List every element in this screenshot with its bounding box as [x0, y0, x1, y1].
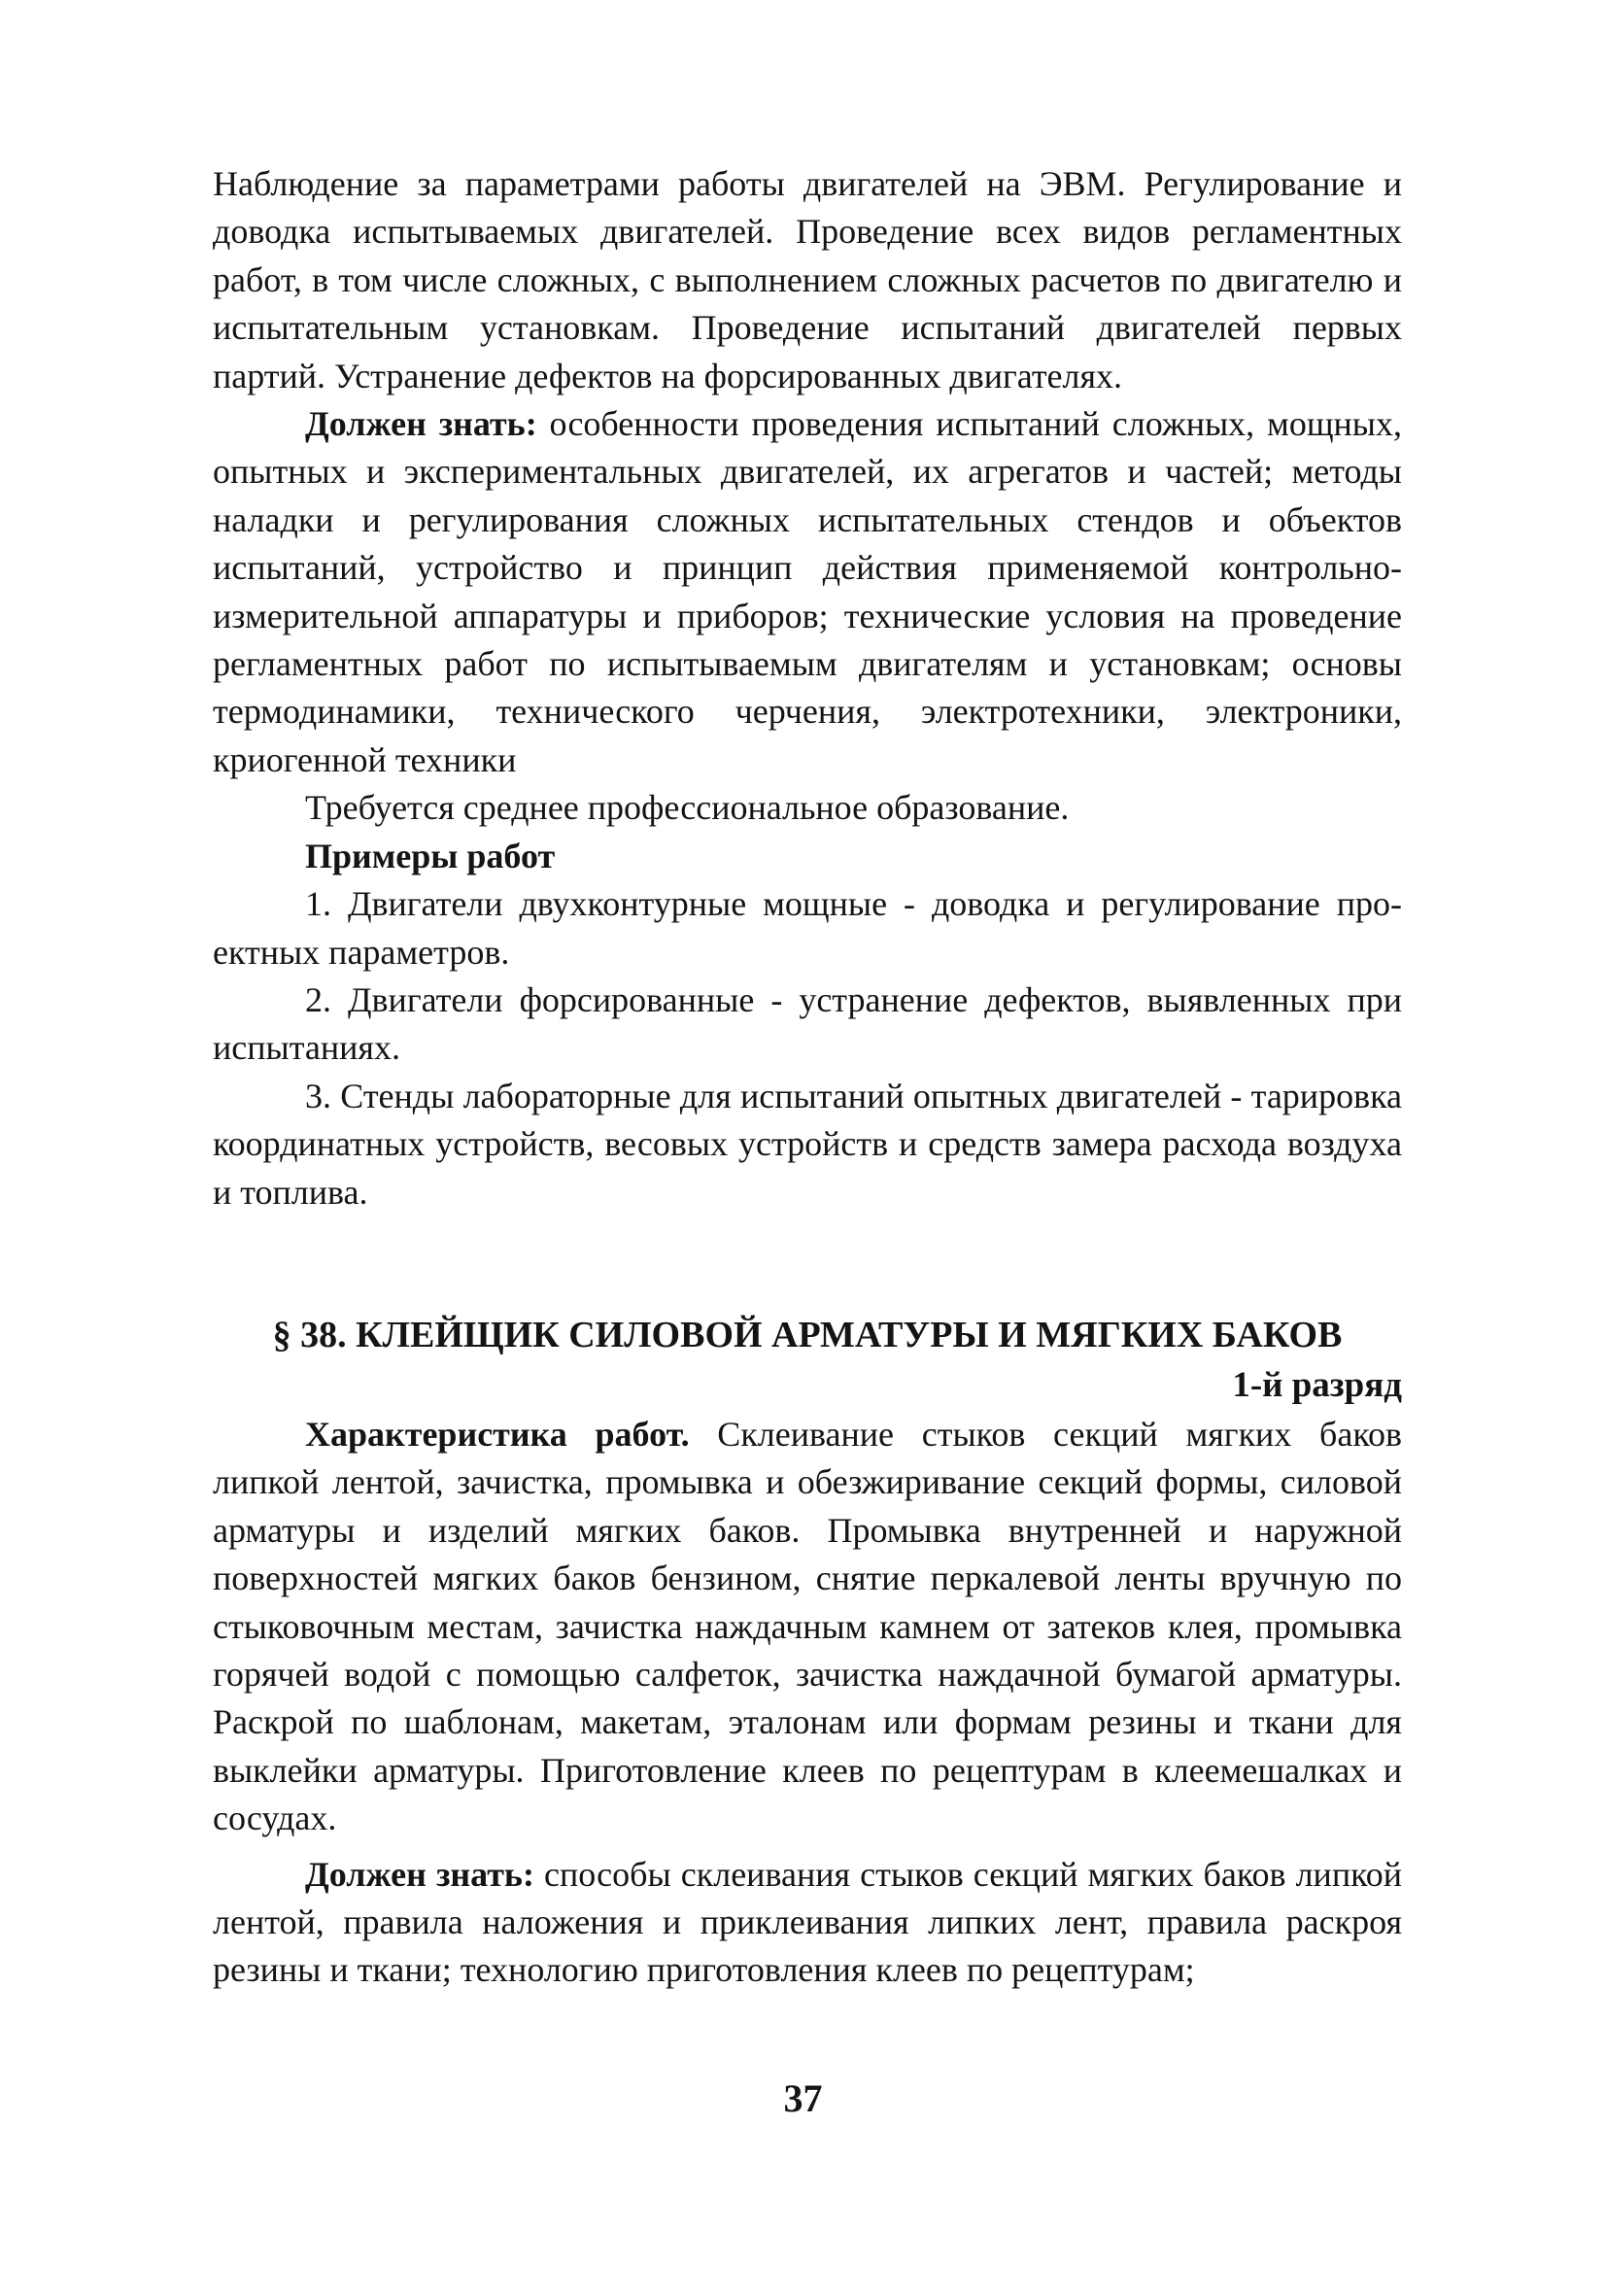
examples-heading: Примеры работ: [305, 836, 556, 875]
work-description-paragraph: Наблюдение за параметрами работы двигателей на ЭВМ. Регулирование и доводка испытываемых двигателей. Проведение всех видов регламентных работ, в том числе сложных, с выполнением сложных расчетов по двигателю и испытательным установкам. Проведение испытаний двигателей первых партий. Устранение дефектов на форсированных двигателях.: [213, 164, 1402, 395]
must-know-paragraph: [213, 400, 1402, 784]
must-know-paragraph-2: [213, 1851, 1402, 1995]
grade-label: 1-й разряд: [1232, 1364, 1402, 1405]
must-know-label-2: Должен знать:: [305, 1854, 534, 1894]
work-characteristics-label: Характеристика работ.: [305, 1414, 690, 1454]
must-know-text: особенности проведения испытаний сложных, мощных, опытных и экспериментальных двигателей, их агрегатов и частей; методы наладки и регулирования сложных испытательных стендов и объектов испытаний, устройство и принцип действия применяемой контрольно-измерительной аппаратуры и приборов; технические условия на проведение регламентных работ по испытываемым двигателям и установкам; основы термодинамики, технического черчения, электротехники, электроники, криогенной техники: [213, 404, 1402, 779]
example-item-1: 1. Двигатели двухконтурные мощные - доводка и регулирование проектных параметров.: [213, 884, 1402, 972]
must-know-label: Должен знать:: [305, 404, 537, 444]
work-characteristics-text: Склеивание стыков секций мягких баков липкой лентой, зачистка, промывка и обезжиривание секций формы, силовой арматуры и изделий мягких баков. Промывка внутренней и наружной поверхностей мягких баков бензином, снятие перкалевой ленты вручную по стыковочным местам, зачистка наждачным камнем от затеков клея, промывка горячей водой с помощью салфеток, зачистка наждачной бумагой арматуры. Раскрой по шаблонам, макетам, эталонам или формам резины и ткани для выклейки арматуры. Приготовление клеев по рецептурам в клеемешалках и сосудах.: [213, 1414, 1403, 1838]
example-item-2: 2. Двигатели форсированные - устранение дефектов, выявленных при испытаниях.: [213, 979, 1402, 1068]
example-item-3: 3. Стенды лабораторные для испытаний опытных двигателей - тарировка координатных устройств, весовых устройств и средств замера расхода воздуха и топлива.: [213, 1076, 1402, 1212]
section-title: § 38. КЛЕЙЩИК СИЛОВОЙ АРМАТУРЫ И МЯГКИХ БАКОВ: [272, 1314, 1343, 1355]
education-requirement: Требуется среднее профессиональное образование.: [305, 788, 1070, 828]
page-number: 37: [783, 2076, 823, 2120]
work-characteristics-paragraph: [213, 1411, 1402, 1843]
must-know-text-2: способы склеивания стыков секций мягких баков липкой лентой, правила наложения и приклеивания липких лент, правила раскроя резины и ткани; технологию приготовления клеев по рецептурам;: [213, 1854, 1403, 1990]
page-content: [213, 160, 1402, 1995]
